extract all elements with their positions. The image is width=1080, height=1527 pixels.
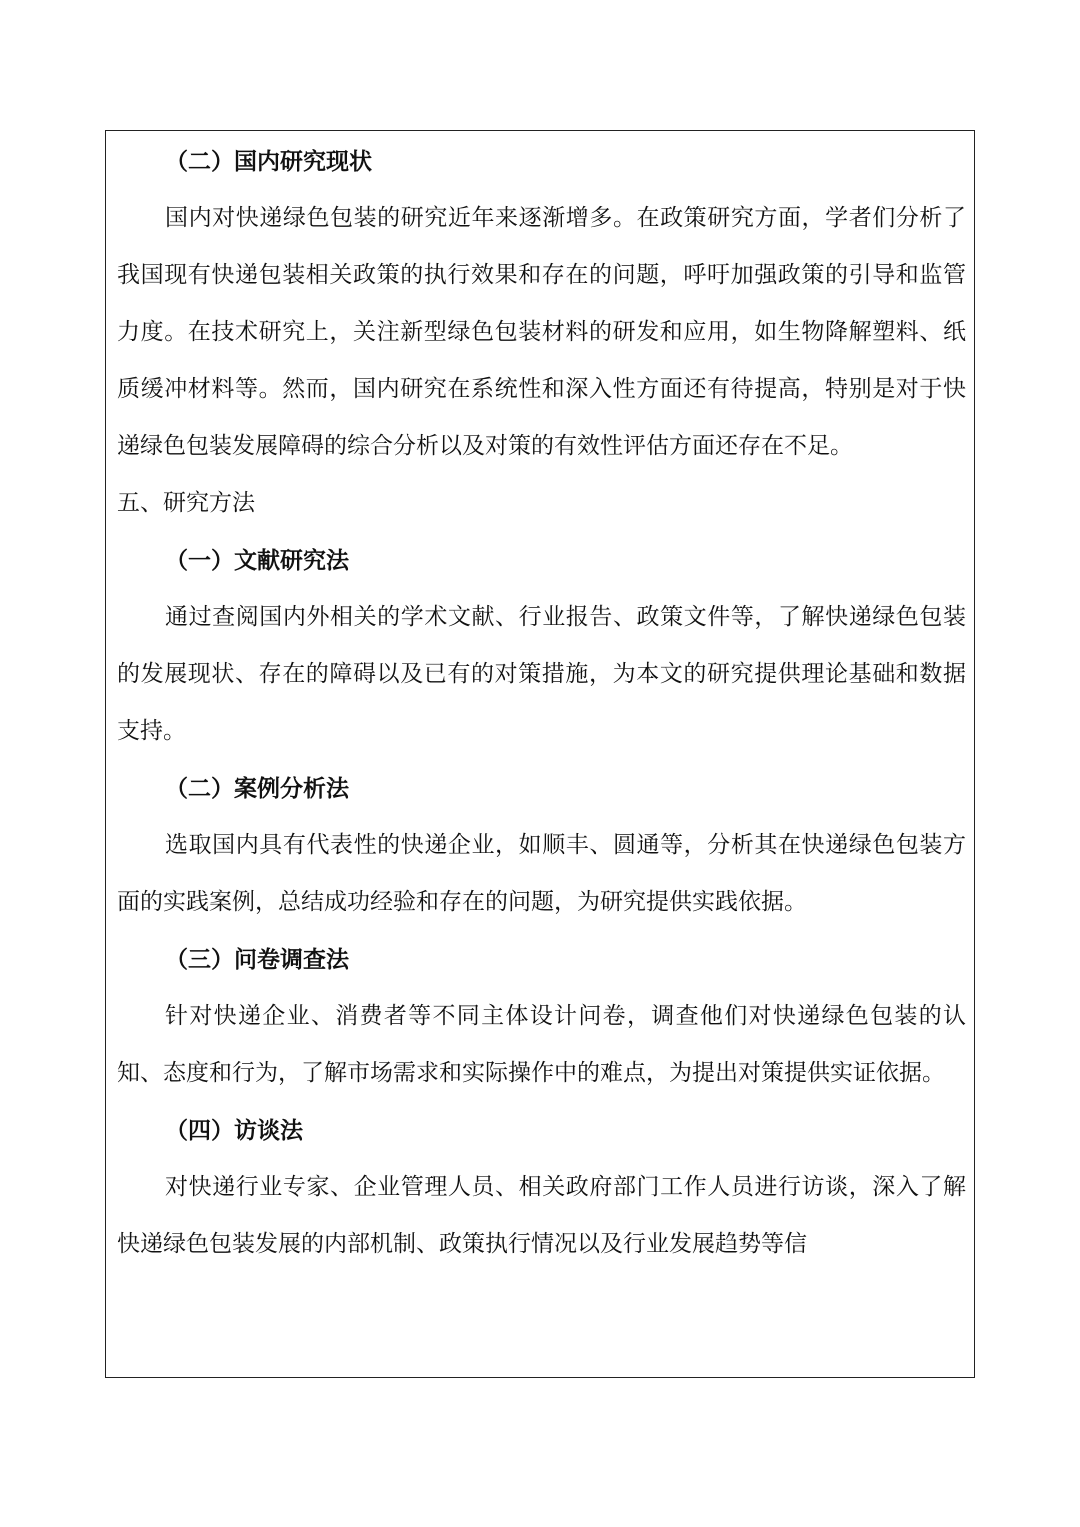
section-heading-research-methods: 五、研究方法 <box>117 490 255 516</box>
document-body <box>117 131 966 1273</box>
section-heading-interview-method: （四）访谈法 <box>165 1117 303 1144</box>
paragraph-interview-method: 对快递行业专家、企业管理人员、相关政府部门工作人员进行访谈，深入了解快递绿色包装发展的内部机制、政策执行情况以及行业发展趋势等信 <box>117 1174 966 1257</box>
document-frame <box>105 130 975 1378</box>
section-heading-domestic-status: （二）国内研究现状 <box>165 148 372 175</box>
paragraph-survey-method: 针对快递企业、消费者等不同主体设计问卷，调查他们对快递绿色包装的认知、态度和行为，了解市场需求和实际操作中的难点，为提出对策提供实证依据。 <box>117 1003 966 1086</box>
paragraph-domestic-status: 国内对快递绿色包装的研究近年来逐渐增多。在政策研究方面，学者们分析了我国现有快递包装相关政策的执行效果和存在的问题，呼吁加强政策的引导和监管力度。在技术研究上，关注新型绿色包装材料的研发和应用，如生物降解塑料、纸质缓冲材料等。然而，国内研究在系统性和深入性方面还有待提高，特别是对于快递绿色包装发展障碍的综合分析以及对策的有效性评估方面还存在不足。 <box>117 205 966 459</box>
paragraph-literature-method: 通过查阅国内外相关的学术文献、行业报告、政策文件等，了解快递绿色包装的发展现状、存在的障碍以及已有的对策措施，为本文的研究提供理论基础和数据支持。 <box>117 604 966 744</box>
section-heading-case-method: （二）案例分析法 <box>165 775 349 802</box>
paragraph-case-method: 选取国内具有代表性的快递企业，如顺丰、圆通等，分析其在快递绿色包装方面的实践案例，总结成功经验和存在的问题，为研究提供实践依据。 <box>117 832 966 915</box>
section-heading-literature-method: （一）文献研究法 <box>165 547 349 574</box>
section-heading-survey-method: （三）问卷调查法 <box>165 946 349 973</box>
